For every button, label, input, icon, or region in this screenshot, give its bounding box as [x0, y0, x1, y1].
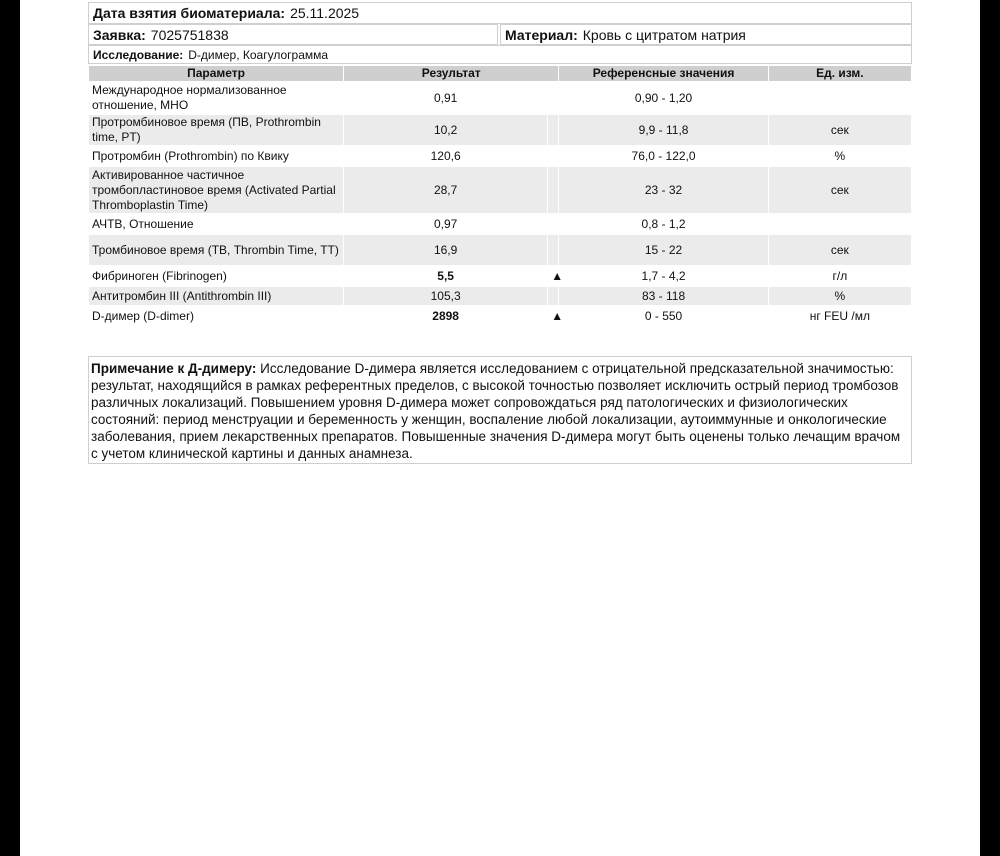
- row-parameter: Тромбиновое время (ТВ, Thrombin Time, TT): [89, 235, 343, 265]
- row-reference: 23 - 32: [559, 167, 767, 213]
- high-flag-icon: ▲: [551, 308, 564, 323]
- row-result: 16,9: [344, 235, 547, 265]
- row-parameter: Протромбиновое время (ПВ, Prothrombin time, PT): [89, 115, 343, 145]
- row-reference: 1,7 - 4,2: [641, 268, 686, 283]
- column-header-parameter: Параметр: [89, 66, 343, 81]
- order-label: Заявка:: [93, 26, 146, 43]
- table-header-row: [89, 66, 911, 81]
- note-label: Примечание к Д-димеру:: [91, 361, 257, 376]
- row-unit: нг FEU /мл: [809, 308, 870, 323]
- row-unit: %: [834, 148, 846, 163]
- row-reference: 0,8 - 1,2: [641, 216, 686, 231]
- row-flag: [548, 147, 558, 165]
- row-parameter: Фибриноген (Fibrinogen): [92, 268, 227, 283]
- material-value: Кровь с цитратом натрия: [582, 26, 746, 43]
- row-flag: [548, 287, 558, 305]
- row-result: 0,91: [433, 90, 458, 105]
- table-row: [89, 147, 911, 165]
- d-dimer-note: [88, 356, 912, 464]
- row-parameter: Активированное частичное тромбопластиновое время (Activated Partial Thromboplastin Time): [89, 167, 343, 213]
- row-reference: 15 - 22: [559, 235, 767, 265]
- study-field: [88, 45, 912, 64]
- sample-date-label: Дата взятия биоматериала:: [93, 5, 286, 21]
- row-reference: 9,9 - 11,8: [559, 115, 767, 145]
- row-flag: [548, 115, 558, 145]
- row-result: 0,97: [433, 216, 458, 231]
- table-row: [89, 235, 911, 265]
- table-row: [89, 167, 911, 213]
- table-row: [89, 215, 911, 233]
- row-flag: [548, 83, 558, 113]
- row-parameter: Антитромбин III (Antithrombin III): [89, 287, 343, 305]
- study-label: Исследование:: [93, 47, 184, 62]
- row-reference: 83 - 118: [559, 287, 767, 305]
- sample-date-field: [88, 2, 912, 24]
- row-flag: [548, 235, 558, 265]
- row-reference: 76,0 - 122,0: [631, 148, 696, 163]
- row-unit: сек: [769, 235, 911, 265]
- study-value: D-димер, Коагулограмма: [188, 47, 329, 62]
- table-row: [89, 307, 911, 325]
- row-unit: сек: [769, 115, 911, 145]
- row-parameter: АЧТВ, Отношение: [92, 216, 194, 231]
- order-field: [88, 24, 498, 45]
- row-unit: [769, 83, 911, 113]
- note-text: Исследование D-димера является исследованием с отрицательной предсказательной значимостью: результат, находящийся в рамках референтных пределов, с высокой точностью позволяет исключить острый период тромбозов различных локализаций. Повышением уровня D-димера может сопровождаться ряд патологических и физиологических состояний: период менструации и беременность у женщин, воспаление любой локализации, аутоиммунные и онкологические заболевания, прием лекарственных препаратов. Повышенные значения D-димера могут быть оценены только лечащим врачом с учетом клинической картины и данных анамнеза.: [91, 361, 901, 461]
- row-flag: [548, 215, 558, 233]
- table-row: [89, 115, 911, 145]
- table-row: [89, 267, 911, 285]
- column-header-reference: Референсные значения: [559, 66, 767, 81]
- material-field: [500, 24, 912, 45]
- order-value: 7025751838: [150, 26, 229, 43]
- row-reference: 0 - 550: [644, 308, 683, 323]
- sample-date-value: 25.11.2025: [290, 5, 360, 21]
- table-row: [89, 83, 911, 113]
- row-unit: г/л: [832, 268, 848, 283]
- row-result: 2898: [432, 308, 459, 323]
- column-header-unit: Ед. изм.: [769, 66, 911, 81]
- row-parameter: D-димер (D-dimer): [92, 308, 194, 323]
- column-header-result: Результат: [344, 66, 558, 81]
- row-unit: %: [769, 287, 911, 305]
- high-flag-icon: ▲: [551, 268, 564, 283]
- row-parameter: Протромбин (Prothrombin) по Квику: [92, 148, 289, 163]
- results-table: [88, 64, 912, 327]
- row-flag: [548, 167, 558, 213]
- material-label: Материал:: [505, 26, 578, 43]
- row-result: 120,6: [430, 148, 461, 163]
- row-result: 10,2: [344, 115, 547, 145]
- row-result: 5,5: [437, 268, 454, 283]
- row-unit: [769, 215, 911, 233]
- row-reference: 0,90 - 1,20: [634, 90, 693, 105]
- row-unit: сек: [769, 167, 911, 213]
- row-result: 105,3: [344, 287, 547, 305]
- row-parameter: Международное нормализованное отношение, МНО: [92, 83, 287, 112]
- table-row: [89, 287, 911, 305]
- row-result: 28,7: [344, 167, 547, 213]
